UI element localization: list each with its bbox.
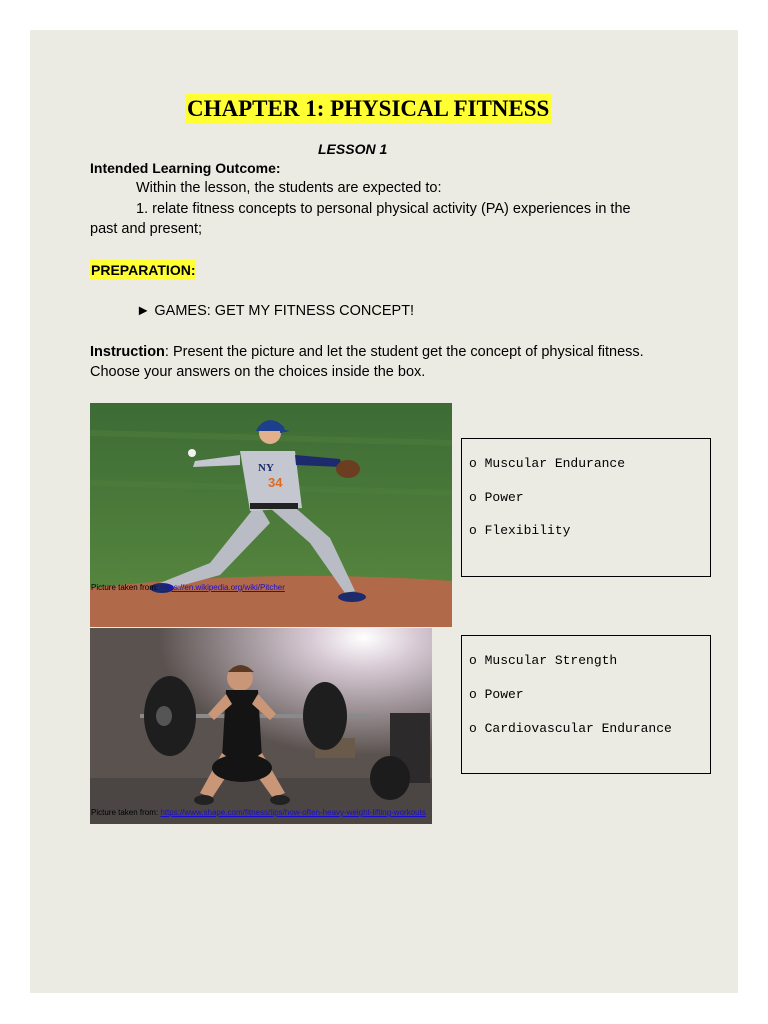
weightlifter-photo [90, 628, 432, 824]
caption-link[interactable]: https://en.wikipedia.org/wiki/Pitcher [160, 583, 285, 592]
choice-option[interactable]: o Muscular Strength [469, 653, 618, 668]
pitcher-photo [90, 403, 452, 627]
choice-option[interactable]: o Power [469, 687, 524, 702]
weightlifter-illustration [90, 628, 432, 824]
choice-box-2 [461, 635, 711, 774]
weightlifter-photo-caption [91, 808, 426, 818]
learning-outcome-item-1-continued: past and present; [90, 221, 203, 237]
lesson-label: LESSON 1 [318, 141, 388, 157]
svg-text:NY: NY [258, 462, 274, 474]
choice-option[interactable]: o Flexibility [469, 523, 571, 538]
pitcher-illustration [90, 403, 452, 627]
caption-link[interactable]: https://www.shape.com/fitness/tips/how-often-heavy-weight-lifting-workouts [160, 808, 426, 817]
pitcher-photo-caption [91, 583, 285, 593]
choice-option[interactable]: o Power [469, 490, 524, 505]
learning-outcome-heading: Intended Learning Outcome: [90, 160, 281, 176]
preparation-heading: PREPARATION: [91, 262, 196, 278]
instruction-paragraph [90, 342, 690, 382]
svg-text:34: 34 [268, 475, 283, 490]
caption-label: Picture taken from: [91, 808, 159, 817]
learning-outcome-intro: Within the lesson, the students are expected to: [136, 180, 442, 196]
choice-option[interactable]: o Muscular Endurance [469, 456, 626, 471]
games-line: ► GAMES: GET MY FITNESS CONCEPT! [136, 303, 415, 319]
instruction-label: Instruction [90, 344, 165, 360]
choice-box-1 [461, 438, 711, 577]
learning-outcome-item-1: 1. relate fitness concepts to personal physical activity (PA) experiences in the [136, 201, 631, 217]
choice-option[interactable]: o Cardiovascular Endurance [469, 721, 672, 736]
instruction-text: : Present the picture and let the student get the concept of physical fitness. Choose your answers on the choices inside the box. [90, 344, 644, 380]
chapter-title: CHAPTER 1: PHYSICAL FITNESS [185, 94, 551, 124]
caption-label: Picture taken from: [91, 583, 159, 592]
